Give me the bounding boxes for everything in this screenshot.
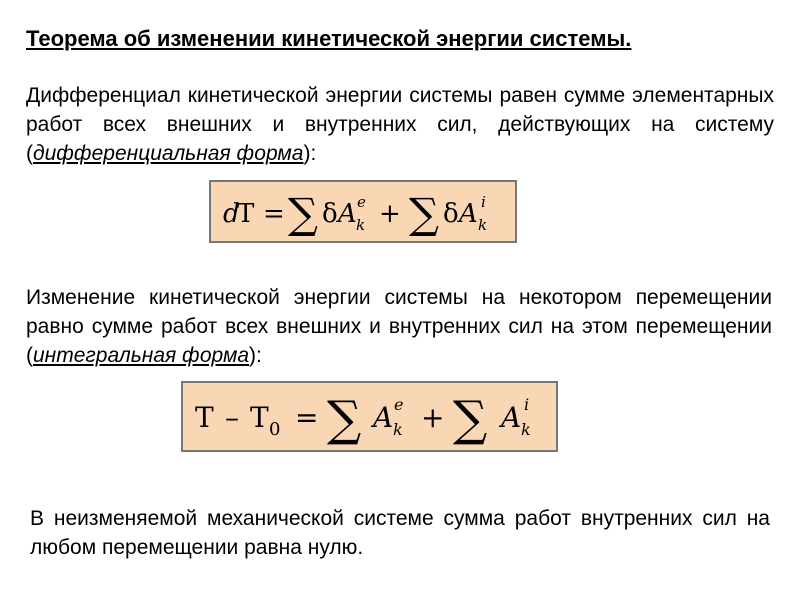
page-title: Теорема об изменении кинетической энергии системы. bbox=[26, 26, 632, 51]
formula1-plus: + bbox=[379, 199, 401, 229]
formula1-sum2: ∑ bbox=[409, 189, 439, 238]
formula1-T: T bbox=[237, 199, 255, 229]
paragraph-integral bbox=[26, 283, 772, 370]
formula2-eq: = bbox=[295, 401, 319, 434]
formula1-sup-i: i bbox=[481, 193, 486, 211]
formula2-A1: A bbox=[373, 401, 394, 434]
formula1-delta1: δ bbox=[322, 199, 338, 229]
formula2-minus: – bbox=[225, 401, 239, 434]
paragraph-differential-text: Дифференциал кинетической энергии системы равен сумме элементарных работ всех внешних и внутренних сил, действующих на систему ( bbox=[26, 84, 774, 165]
formula2-A2: A bbox=[501, 401, 522, 434]
formula2-plus: + bbox=[421, 401, 445, 434]
formula2-sum1: ∑ bbox=[327, 391, 362, 447]
paragraph-integral-text: Изменение кинетической энергии системы на некотором перемещении равно сумме работ всех внешних и внутренних сил на этом перемещении ( bbox=[26, 286, 772, 367]
formula2-T0: T bbox=[250, 401, 269, 434]
formula1-A1: A bbox=[338, 199, 357, 229]
paragraph-differential bbox=[26, 81, 774, 168]
integral-form-label: интегральная форма bbox=[33, 344, 250, 367]
formula1-delta2: δ bbox=[443, 199, 459, 229]
formula2-sub-k1: k bbox=[393, 420, 403, 439]
formula2-sup-e: e bbox=[394, 395, 404, 414]
paragraph-internal-work: В неизменяемой механической системе сумма работ внутренних сил на любом перемещении равна нулю. bbox=[30, 507, 770, 559]
formula2-sup-i: i bbox=[524, 395, 530, 414]
formula1-d: d bbox=[223, 199, 240, 229]
formula1-sum1: ∑ bbox=[288, 189, 318, 238]
formula-integral bbox=[181, 381, 558, 452]
formula2-zero: 0 bbox=[269, 419, 281, 440]
formula-differential bbox=[209, 180, 517, 243]
formula1-sup-e: e bbox=[357, 193, 366, 211]
formula2-sub-k2: k bbox=[521, 420, 531, 439]
formula2-T: T bbox=[195, 401, 214, 434]
paragraph-integral-closing: ): bbox=[249, 344, 262, 367]
formula2-sum2: ∑ bbox=[453, 391, 488, 447]
paragraph-differential-closing: ): bbox=[303, 142, 317, 165]
formula1-A2: A bbox=[459, 199, 478, 229]
formula1-eq: = bbox=[263, 199, 285, 229]
differential-form-label: дифференциальная форма bbox=[33, 142, 304, 165]
formula1-sub-k1: k bbox=[356, 216, 366, 234]
formula1-sub-k2: k bbox=[478, 216, 488, 234]
